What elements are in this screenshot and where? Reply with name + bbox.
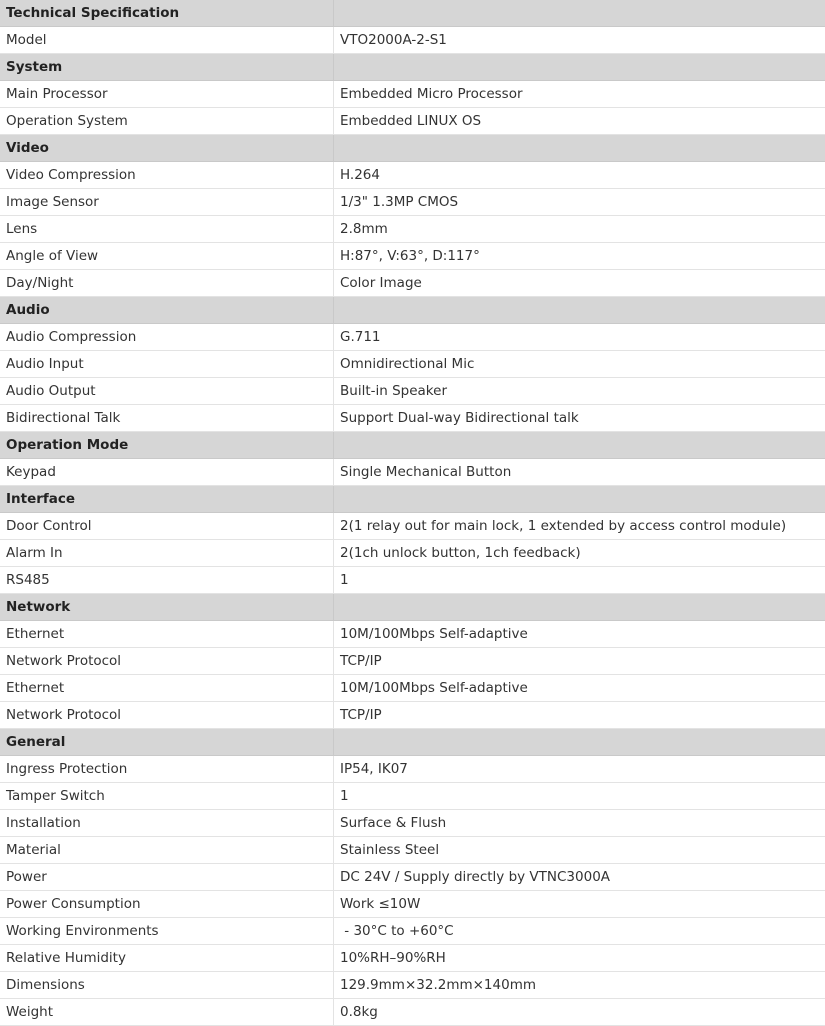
spec-row [0,513,825,540]
spec-label: Dimensions [0,972,334,999]
spec-row [0,27,825,54]
spec-value: H:87°, V:63°, D:117° [334,243,825,270]
spec-row [0,675,825,702]
spec-label: Ethernet [0,621,334,648]
spec-row [0,702,825,729]
spec-row [0,81,825,108]
spec-row [0,243,825,270]
spec-value: - 30°C to +60°C [334,918,825,945]
spec-label: Relative Humidity [0,945,334,972]
spec-row [0,918,825,945]
spec-label: Angle of View [0,243,334,270]
spec-row [0,756,825,783]
spec-label: Main Processor [0,81,334,108]
spec-row [0,945,825,972]
spec-value: 10%RH–90%RH [334,945,825,972]
spec-label: Network Protocol [0,702,334,729]
spec-label: Weight [0,999,334,1026]
spec-row [0,783,825,810]
section-title: Interface [0,486,334,513]
spec-value: 0.8kg [334,999,825,1026]
section-spacer [334,297,825,324]
section-spacer [334,135,825,162]
section-header-row [0,594,825,621]
spec-value: Support Dual-way Bidirectional talk [334,405,825,432]
spec-row [0,891,825,918]
spec-row [0,162,825,189]
spec-label: Material [0,837,334,864]
spec-value: Work ≤10W [334,891,825,918]
spec-value: TCP/IP [334,702,825,729]
spec-label: RS485 [0,567,334,594]
spec-row [0,999,825,1026]
spec-row [0,567,825,594]
spec-label: Ingress Protection [0,756,334,783]
spec-value: H.264 [334,162,825,189]
section-header-row [0,432,825,459]
spec-row [0,108,825,135]
spec-label: Day/Night [0,270,334,297]
spec-value: 2(1ch unlock button, 1ch feedback) [334,540,825,567]
section-spacer [334,594,825,621]
section-title: General [0,729,334,756]
section-title: Video [0,135,334,162]
spec-row [0,270,825,297]
section-title: Operation Mode [0,432,334,459]
spec-label: Working Environments [0,918,334,945]
section-spacer [334,486,825,513]
spec-label: Power Consumption [0,891,334,918]
section-header-row [0,486,825,513]
spec-row [0,216,825,243]
spec-value: 2.8mm [334,216,825,243]
spec-label: Alarm In [0,540,334,567]
spec-value: Embedded LINUX OS [334,108,825,135]
spec-value: Embedded Micro Processor [334,81,825,108]
spec-value: 1 [334,783,825,810]
spec-row [0,540,825,567]
spec-value: Stainless Steel [334,837,825,864]
section-spacer [334,729,825,756]
spec-row [0,459,825,486]
spec-value: Built-in Speaker [334,378,825,405]
spec-row [0,351,825,378]
spec-value: G.711 [334,324,825,351]
section-header-row [0,0,825,27]
section-title: Technical Specification [0,0,334,27]
spec-value: VTO2000A-2-S1 [334,27,825,54]
spec-row [0,378,825,405]
spec-value: Surface & Flush [334,810,825,837]
spec-label: Operation System [0,108,334,135]
section-header-row [0,54,825,81]
section-spacer [334,432,825,459]
section-spacer [334,0,825,27]
spec-value: DC 24V / Supply directly by VTNC3000A [334,864,825,891]
spec-row [0,864,825,891]
section-header-row [0,297,825,324]
spec-value: TCP/IP [334,648,825,675]
section-spacer [334,54,825,81]
spec-label: Door Control [0,513,334,540]
spec-value: 129.9mm×32.2mm×140mm [334,972,825,999]
section-header-row [0,135,825,162]
spec-label: Network Protocol [0,648,334,675]
spec-value: IP54, IK07 [334,756,825,783]
spec-row [0,621,825,648]
spec-row [0,648,825,675]
spec-label: Image Sensor [0,189,334,216]
spec-row [0,810,825,837]
spec-label: Installation [0,810,334,837]
spec-label: Bidirectional Talk [0,405,334,432]
spec-value: 10M/100Mbps Self-adaptive [334,621,825,648]
spec-value: 1 [334,567,825,594]
spec-label: Audio Output [0,378,334,405]
spec-value: Single Mechanical Button [334,459,825,486]
spec-value: Color Image [334,270,825,297]
spec-label: Ethernet [0,675,334,702]
section-title: System [0,54,334,81]
spec-row [0,972,825,999]
spec-value: 2(1 relay out for main lock, 1 extended by access control module) [334,513,825,540]
section-title: Network [0,594,334,621]
spec-label: Lens [0,216,334,243]
spec-label: Keypad [0,459,334,486]
spec-label: Audio Input [0,351,334,378]
spec-label: Tamper Switch [0,783,334,810]
spec-label: Audio Compression [0,324,334,351]
section-title: Audio [0,297,334,324]
spec-value: 1/3" 1.3MP CMOS [334,189,825,216]
spec-row [0,405,825,432]
spec-value: 10M/100Mbps Self-adaptive [334,675,825,702]
spec-row [0,837,825,864]
spec-label: Video Compression [0,162,334,189]
spec-row [0,324,825,351]
spec-label: Power [0,864,334,891]
spec-value: Omnidirectional Mic [334,351,825,378]
spec-row [0,189,825,216]
spec-label: Model [0,27,334,54]
section-header-row [0,729,825,756]
